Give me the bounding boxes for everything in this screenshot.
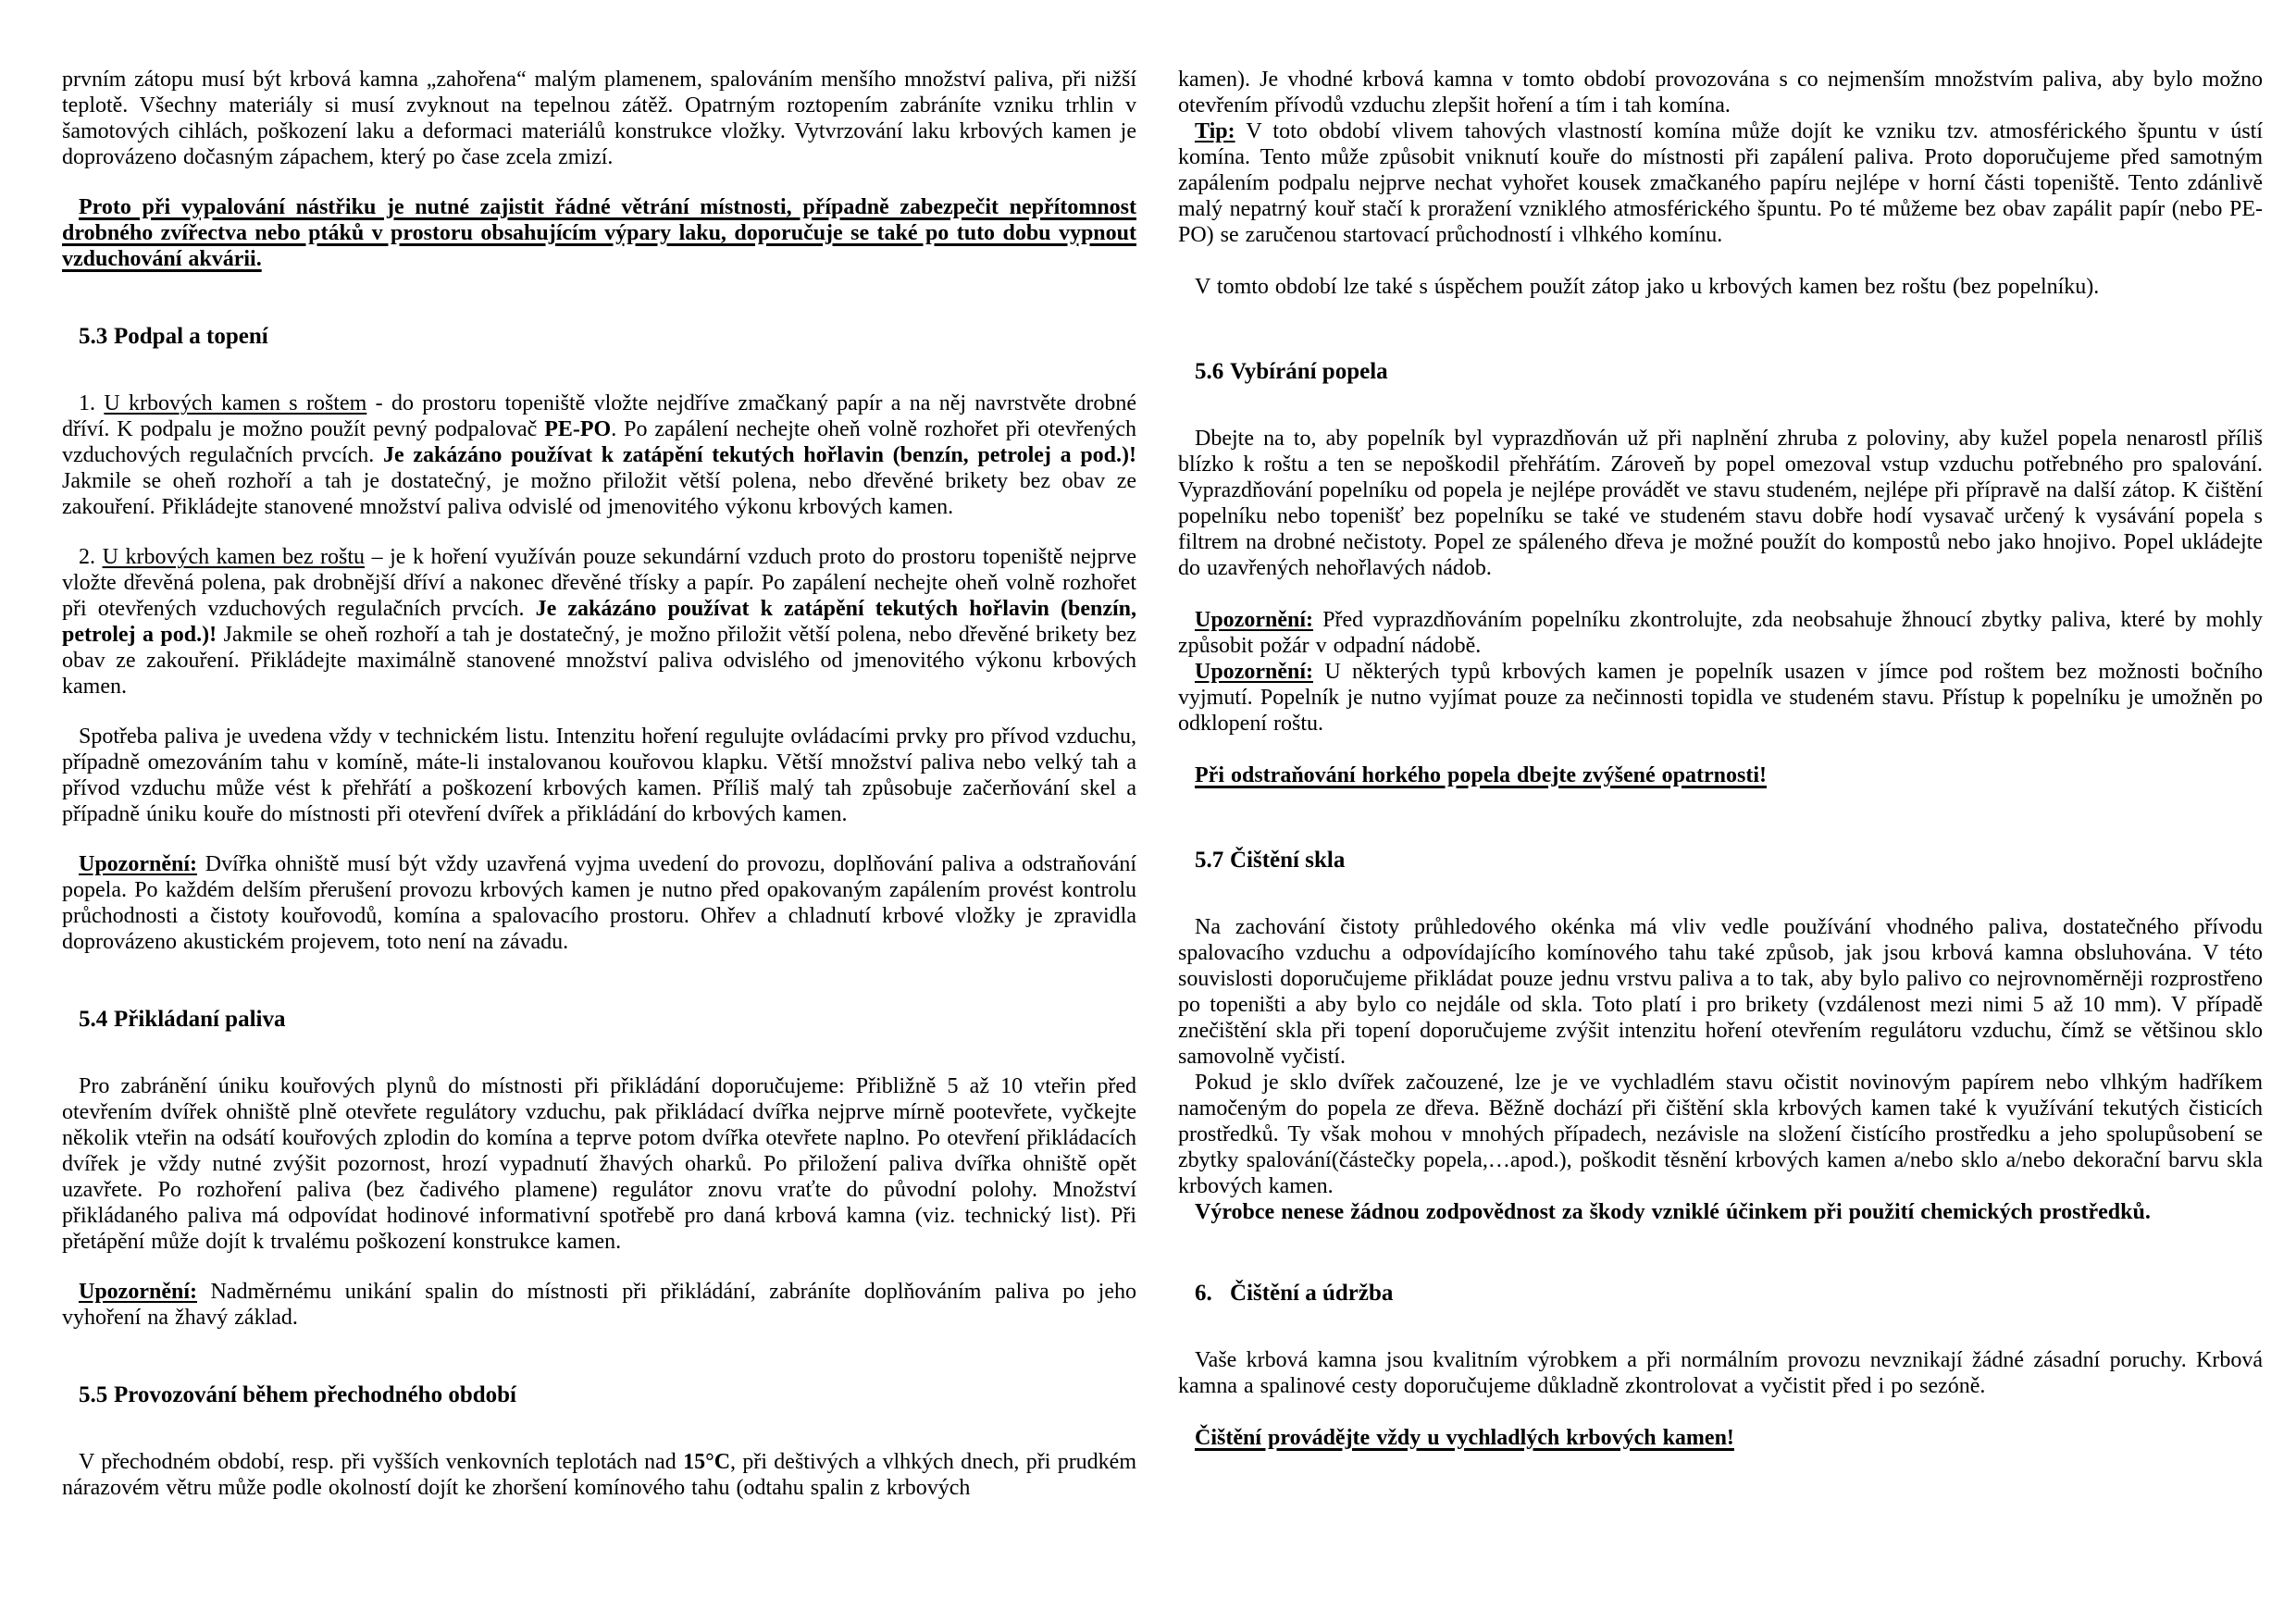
text-segment: . Po zapálení nechejte oheň volně rozhořet při otevřených vzduchových regulačních prvcích.: [62, 417, 1136, 467]
text-segment: Při odstraňování horkého popela dbejte zvýšené opatrnosti!: [1195, 763, 1767, 787]
text-segment: Na zachování čistoty průhledového okénka má vliv vedle používání vhodného paliva, dostatečného přívodu spalovacího vzduchu a odpovídajícího komínového tahu také způsob, jak jsou krbová kamna obsluhována. V této souvislosti doporučujeme přikládat pouze jednu vrstvu paliva a to tak, aby bylo palivo co nejrovnoměrněji rozprostřeno po topeništi a aby bylo co nejdále od skla. Toto platí i pro brikety (vzdálenost mezi nimi 5 až 10 mm). V případě znečištění skla při topení doporučujeme zvýšit intenzitu hoření otevřením regulátoru vzduchu, čímž se většinou sklo samovolně vyčistí.: [1178, 915, 2263, 1069]
maintenance-paragraph: [1178, 1347, 2263, 1399]
fuel-consumption-paragraph: [62, 724, 1136, 827]
glass-cleanliness-paragraph: [1178, 914, 2263, 1070]
text-segment: Čištění provádějte vždy u vychladlých krbových kamen!: [1195, 1426, 1734, 1450]
text-segment: 15°C: [683, 1450, 731, 1474]
text-segment: Pokud je sklo dvířek začouzené, lze je ve vychladlém stavu očistit novinovým papírem nebo vlhkým hadříkem namočeným do popela ze dřeva. Běžně dochází při čištění skla krbových kamen také k využívání tekutých čisticích prostředků. Ty však mohou v mnohých případech, nezávisle na složení čistícího prostředku a jeho spolupůsobení se zbytky spalování(částečky popela,…apod.), poškodit těsnění krbových kamen a/nebo sklo a/nebo dekorační barvu skla krbových kamen.: [1178, 1071, 2263, 1198]
transition-period-paragraph: [62, 1449, 1136, 1501]
glowing-remains-warning-paragraph: [1178, 607, 2263, 659]
ventilation-warning-paragraph: [62, 194, 1136, 272]
text-segment: 1.: [79, 391, 105, 415]
text-segment: Jakmile se oheň rozhoří a tah je dostatečný, je možno přiložit větší polena, nebo dřevěné brikety bez obav ze zakouření. Přikládejte stanovené množství paliva odvislé od jmenovitého výkonu krbových kamen.: [62, 469, 1136, 519]
text-segment: V přechodném období, resp. při vyšších venkovních teplotách nad: [79, 1450, 684, 1474]
text-segment: Vaše krbová kamna jsou kvalitním výrobkem a při normálním provozu nevznikají žádné zásadní poruchy. Krbová kamna a spalinové cesty doporučujeme důkladně zkontrolovat a vyčistit před i po sezóně.: [1178, 1348, 2263, 1398]
text-segment: Nadměrnému unikání spalin do místnosti při přikládání, zabráníte doplňováním paliva po jeho vyhoření na žhavý základ.: [62, 1280, 1136, 1330]
text-segment: kamen). Je vhodné krbová kamna v tomto období provozována s co nejmenším množstvím paliva, aby bylo možno otevřením přívodů vzduchu zlepšit hoření a tím i tah komína.: [1178, 68, 2263, 118]
kindling-note-paragraph: [1178, 274, 2263, 300]
ashpan-position-warning-paragraph: [1178, 659, 2263, 737]
section-title: Přikládaní paliva: [114, 1007, 286, 1032]
section-number: 6.: [1195, 1281, 1212, 1306]
text-segment: Jakmile se oheň rozhoří a tah je dostatečný, je možno přiložit větší polena, nebo dřevěné brikety bez obav ze zakouření. Přikládejte maximálně stanovené množství paliva odvislého od jmenovitého výkonu krbových kamen.: [62, 623, 1137, 699]
text-segment: Upozornění:: [1195, 608, 1313, 632]
text-segment: Upozornění:: [79, 852, 197, 876]
transition-continuation-paragraph: [1178, 67, 2263, 118]
section-heading-5-4: [62, 1007, 1136, 1033]
grate-stoves-paragraph: [62, 390, 1136, 520]
text-segment: Spotřeba paliva je uvedena vždy v technickém listu. Intenzitu hoření regulujte ovládacími prvky pro přívod vzduchu, případně omezováním tahu v komíně, máte-li instalovanou kouřovou klapku. Větší množství paliva nebo velký tah a přívod vzduchu může vést k přehřátí a poškození krbových kamen. Příliš malý tah způsobuje začerňování skel a případně úniku kouře do místnosti při otevření dvířek a přikládání do krbových kamen.: [62, 725, 1136, 826]
text-segment: V tomto období lze také s úspěchem použít zátop jako u krbových kamen bez roštu (bez popelníku).: [1195, 275, 2100, 299]
section-title: Podpal a topení: [114, 324, 268, 349]
section-title: Čištění a údržba: [1230, 1281, 1394, 1306]
flue-gas-warning-paragraph: [62, 1279, 1136, 1331]
text-segment: Před vyprazdňováním popelníku zkontrolujte, zda neobsahuje žhnoucí zbytky paliva, které by mohly způsobit požár v odpadní nádobě.: [1178, 608, 2263, 658]
text-segment: Je zakázáno používat k zatápění tekutých hořlavin (benzín, petrolej a pod.)!: [62, 597, 1136, 647]
section-heading-5-3: [62, 324, 1136, 350]
text-segment: Upozornění:: [79, 1280, 197, 1304]
section-number: 5.5: [79, 1382, 108, 1407]
text-segment: Tip:: [1195, 119, 1235, 143]
section-title: Čištění skla: [1230, 848, 1346, 873]
section-heading-5-5: [62, 1382, 1136, 1408]
glass-cleaning-paragraph: [1178, 1070, 2263, 1199]
text-segment: - do prostoru topeniště vložte nejdříve zmačkaný papír a na něj navrstvěte drobné dříví. K podpalu je možno použít pevný podpalovač: [62, 391, 1137, 441]
door-closed-warning-paragraph: [62, 851, 1136, 955]
tip-paragraph: [1178, 118, 2263, 248]
section-title: Vybírání popela: [1230, 359, 1388, 384]
text-segment: Proto při vypalování nástřiku je nutné zajistit řádné větrání místnosti, případně zabezpečit nepřítomnost drobného zvířectva nebo ptáků v prostoru obsahujícím výpary laku, doporučuje se také po tuto dobu vypnout vzduchování akvárii.: [62, 195, 1136, 271]
section-heading-6: [1178, 1281, 2263, 1307]
hot-ash-caution-paragraph: [1178, 762, 2263, 788]
text-segment: Upozornění:: [1195, 660, 1313, 684]
text-segment: Výrobce nenese žádnou zodpovědnost za škody vzniklé účinkem při použití chemických prostředků.: [1195, 1200, 2151, 1224]
text-segment: prvním zátopu musí být krbová kamna „zahořena“ malým plamenem, spalováním menšího množství paliva, při nižší teplotě. Všechny materiály si musí zvyknout na tepelnou zátěž. Opatrným roztopením zabráníte vzniku trhlin v šamotových cihlách, poškození laku a deformaci materiálů konstrukce vložky. Vytvrzování laku krbových kamen je doprovázeno dočasným zápachem, který po čase zcela zmizí.: [62, 68, 1136, 169]
text-segment: Je zakázáno používat k zatápění tekutých hořlavin (benzín, petrolej a pod.)!: [383, 443, 1136, 467]
section-number: 5.3: [79, 324, 108, 349]
ash-removal-paragraph: [1178, 426, 2263, 581]
section-number: 5.6: [1195, 359, 1224, 384]
text-segment: Pro zabránění úniku kouřových plynů do místnosti při přikládání doporučujeme: Přibližně 5 až 10 vteřin před otevřením dvířek ohniště plně otevřete regulátory vzduchu, pak přikládací dvířka nejprve mírně pootevřete, vyčkejte několik vteřin na odsátí kouřových zplodin do komína a teprve potom dvířka otevřete naplno. Po otevření přikládacích dvířek je vždy nutné zvýšit pozornost, hrozí vypadnutí žhavých oharků. Po přiložení paliva dvířka ohniště opět uzavřete. Po rozhoření paliva (bez čadivého plamene) regulátor znovu vraťte do původní polohy. Množství přikládaného paliva má odpovídat hodinové informativní spotřebě pro daná krbová kamna (viz. technický list). Při přetápění může dojít k trvalému poškození konstrukce kamen.: [62, 1074, 1136, 1254]
text-segment: 2.: [79, 545, 103, 569]
grateless-stoves-paragraph: [62, 544, 1136, 700]
text-segment: U některých typů krbových kamen je popelník usazen v jímce pod roštem bez možnosti bočního vyjmutí. Popelník je nutno vyjímat pouze za nečinnosti topidla ve studeném stavu. Přístup k popelníku je umožněn po odklopení roštu.: [1178, 660, 2263, 736]
text-segment: Dvířka ohniště musí být vždy uzavřená vyjma uvedení do provozu, doplňování paliva a odstraňování popela. Po každém delším přerušení provozu krbových kamen je nutno před opakovaným zapálením provést kontrolu průchodnosti a čistoty kouřovodů, komína a spalovacího prostoru. Ohřev a chladnutí krbové vložky je zpravidla doprovázeno akustickém projevem, toto není na závadu.: [62, 852, 1136, 954]
manufacturer-liability-paragraph: [1178, 1199, 2263, 1225]
intro-continuation-paragraph: [62, 67, 1136, 170]
text-segment: – je k hoření využíván pouze sekundární vzduch proto do prostoru topeniště nejprve vložte dřevěná polena, pak drobnější dříví a nakonec dřevěné třísky a papír. Po zapálení nechejte oheň volně rozhořet při otevřených vzduchových regulačních prvcích.: [62, 545, 1136, 621]
section-number: 5.4: [79, 1007, 108, 1032]
section-title: Provozování během přechodného období: [114, 1382, 516, 1407]
section-heading-5-6: [1178, 359, 2263, 385]
text-segment: PE-PO: [544, 417, 612, 441]
section-heading-5-7: [1178, 848, 2263, 873]
text-segment: , při deštivých a vlhkých dnech, při prudkém nárazovém větru může podle okolností dojít ke zhoršení komínového tahu (odtahu spalin z krbových: [62, 1450, 1136, 1500]
text-segment: U krbových kamen bez roštu: [102, 545, 366, 569]
text-segment: Dbejte na to, aby popelník byl vyprazdňován už při naplnění zhruba z poloviny, aby kužel popela nenarostl příliš blízko k roštu a ten se nepoškodil přehřátím. Zároveň by popel omezoval vstup vzduchu potřebného pro spalování. Vyprazdňování popelníku od popela je nejlépe provádět ve stavu studeném, nejlépe při přípravě na další zátop. K čištění popelníku nebo topenišť bez popelníku se také ve studeném stavu dobře hodí vysavač určený k vysávání popela s filtrem na drobné nečistoty. Popel ze spáleného dřeva je možné použít do kompostů nebo jako hnojivo. Popel ukládejte do uzavřených nehořlavých nádob.: [1178, 427, 2263, 580]
text-segment: V toto období vlivem tahových vlastností komína může dojít ke vzniku tzv. atmosférického špuntu v ústí komína. Tento může způsobit vniknutí kouře do místnosti při zapálení paliva. Proto doporučujeme před samotným zapálením podpalu nejprve nechat vyhořet kousek zmačkaného papíru nejlépe v horní části topeniště. Tento zdánlivě malý nepatrný kouř stačí k proražení vzniklého atmosférického špuntu. Po té můžeme bez obav zapálit papír (nebo PE-PO) se zaručenou startovací průchodností i vlhkého komínu.: [1178, 119, 2263, 247]
left-text-column: [62, 67, 1136, 1501]
section-number: 5.7: [1195, 848, 1224, 873]
clean-when-cold-paragraph: [1178, 1425, 2263, 1451]
right-text-column: [1178, 67, 2263, 1451]
text-segment: U krbových kamen s roštem: [104, 391, 367, 415]
refueling-paragraph: [62, 1073, 1136, 1255]
